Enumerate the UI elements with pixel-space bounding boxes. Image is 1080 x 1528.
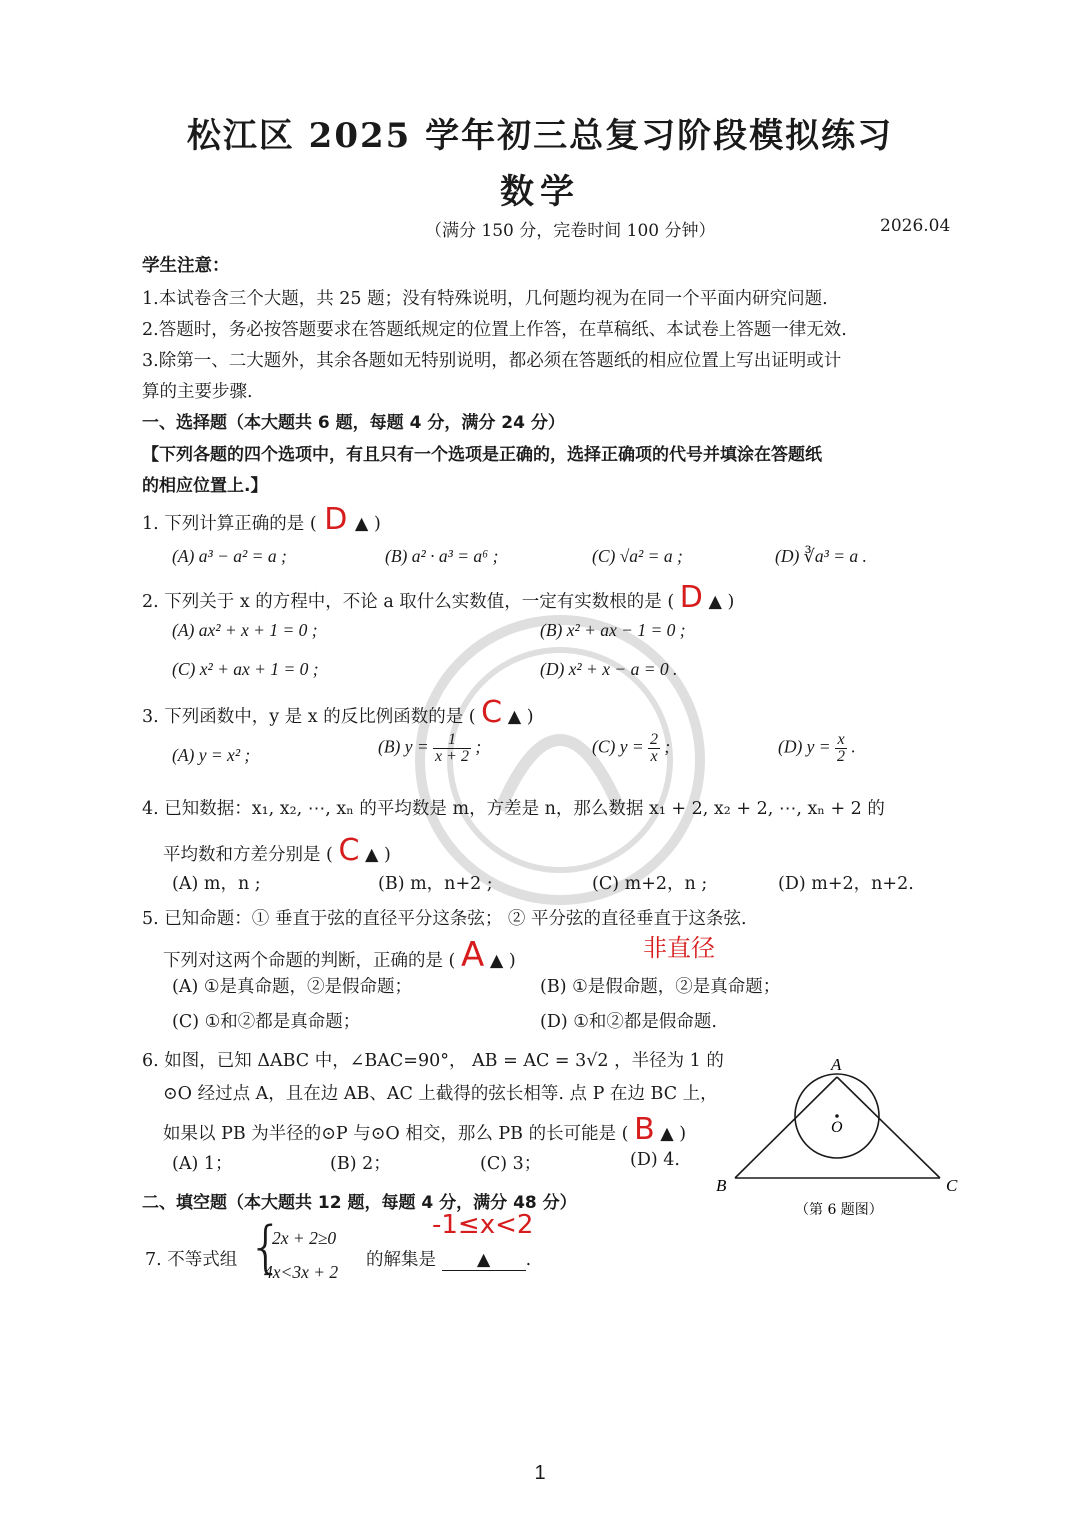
question-4-stem-2 bbox=[163, 833, 391, 868]
answer-triangle-icon: ▲ bbox=[354, 514, 369, 534]
question-stem-close: ) bbox=[679, 1124, 687, 1144]
question-stem-text: 平均数和方差分别是 ( bbox=[163, 845, 333, 865]
center-point-o bbox=[835, 1114, 839, 1118]
question-3-stem bbox=[142, 695, 534, 730]
handwritten-answer: D bbox=[679, 580, 703, 615]
section1-heading: 一、选择题（本大题共 6 题，每题 4 分，满分 24 分） bbox=[142, 413, 565, 433]
notice-item: 1.本试卷含三个大题，共 25 题；没有特殊说明，几何题均视为在同一个平面内研究问题. bbox=[142, 289, 828, 309]
answer-triangle-icon: ▲ bbox=[660, 1124, 674, 1144]
question-4-stem: 4. 已知数据：x₁, x₂, ⋯, xₙ 的平均数是 m，方差是 n，那么数据 x₁ + 2, x₂ + 2, ⋯, xₙ + 2 的 bbox=[142, 799, 885, 819]
fraction-denominator: x bbox=[650, 748, 658, 765]
notice-item: 3.除第一、二大题外，其余各题如无特别说明，都必须在答题纸的相应位置上写出证明或计 bbox=[142, 351, 842, 371]
notice-item: 算的主要步骤. bbox=[142, 382, 253, 402]
question-stem-close: ) bbox=[508, 951, 516, 971]
question-stem-close: ) bbox=[373, 514, 381, 534]
fraction bbox=[835, 732, 847, 765]
section1-instruction: 的相应位置上.】 bbox=[142, 476, 268, 496]
answer-triangle-icon: ▲ bbox=[476, 1250, 491, 1270]
triangle-side-ac bbox=[837, 1077, 940, 1178]
figure-caption: （第 6 题图） bbox=[795, 1202, 883, 1218]
exam-date: 2026.04 bbox=[880, 216, 951, 236]
q3-option-a: (A) y = x² ; bbox=[172, 745, 251, 765]
handwritten-answer: D bbox=[324, 502, 348, 537]
answer-blank bbox=[442, 1250, 526, 1271]
q3-option-b bbox=[378, 732, 481, 765]
notice-heading: 学生注意： bbox=[142, 256, 230, 276]
section2-heading: 二、填空题（本大题共 12 题，每题 4 分，满分 48 分） bbox=[142, 1193, 577, 1213]
fraction-numerator: 1 bbox=[433, 732, 471, 749]
subject-title: 数学 bbox=[500, 172, 580, 212]
q4-option-a: (A) m，n ; bbox=[172, 874, 261, 894]
question-stem-text: 3. 下列函数中，y 是 x 的反比例函数的是 ( bbox=[142, 707, 476, 727]
question-5-stem-2 bbox=[163, 935, 516, 975]
q7-suffix-line bbox=[366, 1246, 531, 1271]
q6-option-d: (D) 4. bbox=[630, 1150, 680, 1170]
question-6-line2: ⊙O 经过点 A，且在边 AB、AC 上截得的弦长相等. 点 P 在边 BC 上， bbox=[163, 1084, 718, 1104]
exam-info: （满分 150 分，完卷时间 100 分钟） bbox=[425, 221, 716, 241]
document-title: 松江区 2025 学年初三总复习阶段模拟练习 bbox=[186, 116, 894, 156]
q2-option-b: (B) x² + ax − 1 = 0 ; bbox=[540, 620, 686, 640]
q1-option-d: (D) ∛a³ = a . bbox=[775, 546, 867, 566]
answer-triangle-icon: ▲ bbox=[365, 845, 379, 865]
option-suffix: ; bbox=[664, 736, 671, 757]
q5-option-d: (D) ①和②都是假命题. bbox=[540, 1012, 717, 1032]
handwritten-answer: -1≤x<2 bbox=[432, 1210, 534, 1240]
question-5-stem: 5. 已知命题：① 垂直于弦的直径平分这条弦； ② 平分弦的直径垂直于这条弦. bbox=[142, 909, 747, 929]
q4-option-d: (D) m+2，n+2. bbox=[778, 874, 914, 894]
fraction-denominator: x + 2 bbox=[435, 748, 469, 765]
q1-option-a: (A) a³ − a² = a ; bbox=[172, 546, 287, 566]
label-o: O bbox=[831, 1119, 843, 1136]
question-1-stem bbox=[142, 502, 381, 537]
answer-triangle-icon: ▲ bbox=[507, 707, 522, 727]
q7-inequality-1: 2x + 2≥0 bbox=[272, 1228, 337, 1248]
option-prefix: (C) y = bbox=[592, 736, 644, 757]
q2-option-d: (D) x² + x − a = 0 . bbox=[540, 659, 678, 679]
q3-option-d bbox=[778, 732, 856, 765]
question-stem-text: 1. 下列计算正确的是 ( bbox=[142, 514, 317, 534]
q5-option-c: (C) ①和②都是真命题； bbox=[172, 1012, 361, 1032]
question-6-line1: 6. 如图，已知 ΔABC 中，∠BAC=90°， AB = AC = 3√2 ，半径为 1 的 bbox=[142, 1051, 724, 1071]
q7-suffix: 的解集是 bbox=[366, 1250, 436, 1270]
answer-triangle-icon: ▲ bbox=[708, 592, 722, 612]
option-prefix: (B) y = bbox=[378, 736, 429, 757]
option-prefix: (D) y = bbox=[778, 736, 831, 757]
question-stem-close: ) bbox=[727, 592, 735, 612]
q4-option-c: (C) m+2，n ; bbox=[592, 874, 708, 894]
q6-option-a: (A) 1； bbox=[172, 1154, 233, 1174]
label-b: B bbox=[716, 1176, 727, 1195]
handwritten-answer: A bbox=[460, 935, 485, 975]
q5-option-a: (A) ①是真命题，②是假命题； bbox=[172, 977, 413, 997]
brace-icon: { bbox=[248, 1215, 284, 1280]
handwritten-answer: C bbox=[338, 833, 360, 868]
q2-option-c: (C) x² + ax + 1 = 0 ; bbox=[172, 659, 319, 679]
fraction-denominator: 2 bbox=[837, 748, 845, 765]
answer-triangle-icon: ▲ bbox=[489, 951, 504, 971]
q2-option-a: (A) ax² + x + 1 = 0 ; bbox=[172, 620, 318, 640]
page-number: 1 bbox=[534, 1462, 546, 1484]
q6-option-c: (C) 3； bbox=[480, 1154, 542, 1174]
q4-option-b: (B) m，n+2 ; bbox=[378, 874, 493, 894]
label-a: A bbox=[831, 1055, 842, 1074]
q5-option-b: (B) ①是假命题，②是真命题； bbox=[540, 977, 781, 997]
q6-option-b: (B) 2； bbox=[330, 1154, 391, 1174]
question-6-line3 bbox=[163, 1112, 686, 1147]
fraction-numerator: x bbox=[835, 732, 847, 749]
option-suffix: . bbox=[851, 736, 856, 757]
question-stem-close: ) bbox=[384, 845, 391, 865]
question-2-stem bbox=[142, 580, 734, 615]
handwritten-answer: B bbox=[634, 1112, 655, 1147]
q6-figure bbox=[700, 1050, 980, 1250]
q1-option-b: (B) a² · a³ = a⁶ ; bbox=[385, 546, 499, 566]
question-stem-text: 2. 下列关于 x 的方程中，不论 a 取什么实数值，一定有实数根的是 ( bbox=[142, 592, 675, 612]
q3-option-c bbox=[592, 732, 670, 765]
q7-end: . bbox=[525, 1250, 532, 1270]
fraction bbox=[433, 732, 471, 765]
q1-option-c: (C) √a² = a ; bbox=[592, 546, 683, 566]
notice-item: 2.答题时，务必按答题要求在答题纸规定的位置上作答，在草稿纸、本试卷上答题一律无效. bbox=[142, 320, 847, 340]
question-stem-text: 下列对这两个命题的判断，正确的是 ( bbox=[163, 951, 456, 971]
fraction-numerator: 2 bbox=[650, 731, 659, 748]
label-c: C bbox=[946, 1176, 958, 1195]
triangle-side-ab bbox=[735, 1077, 837, 1178]
section1-instruction: 【下列各题的四个选项中，有且只有一个选项是正确的，选择正确项的代号并填涂在答题纸 bbox=[142, 445, 822, 465]
q7-prefix: 7. 不等式组 bbox=[145, 1250, 238, 1270]
handwritten-note: 非直径 bbox=[643, 934, 715, 962]
option-suffix: ; bbox=[475, 736, 482, 757]
q7-inequality-2: 4x<3x + 2 bbox=[264, 1262, 339, 1282]
handwritten-answer: C bbox=[481, 695, 503, 730]
question-stem-close: ) bbox=[526, 707, 534, 727]
fraction bbox=[648, 732, 660, 765]
question-stem-text: 如果以 PB 为半径的⊙P 与⊙O 相交，那么 PB 的长可能是 ( bbox=[163, 1124, 629, 1144]
